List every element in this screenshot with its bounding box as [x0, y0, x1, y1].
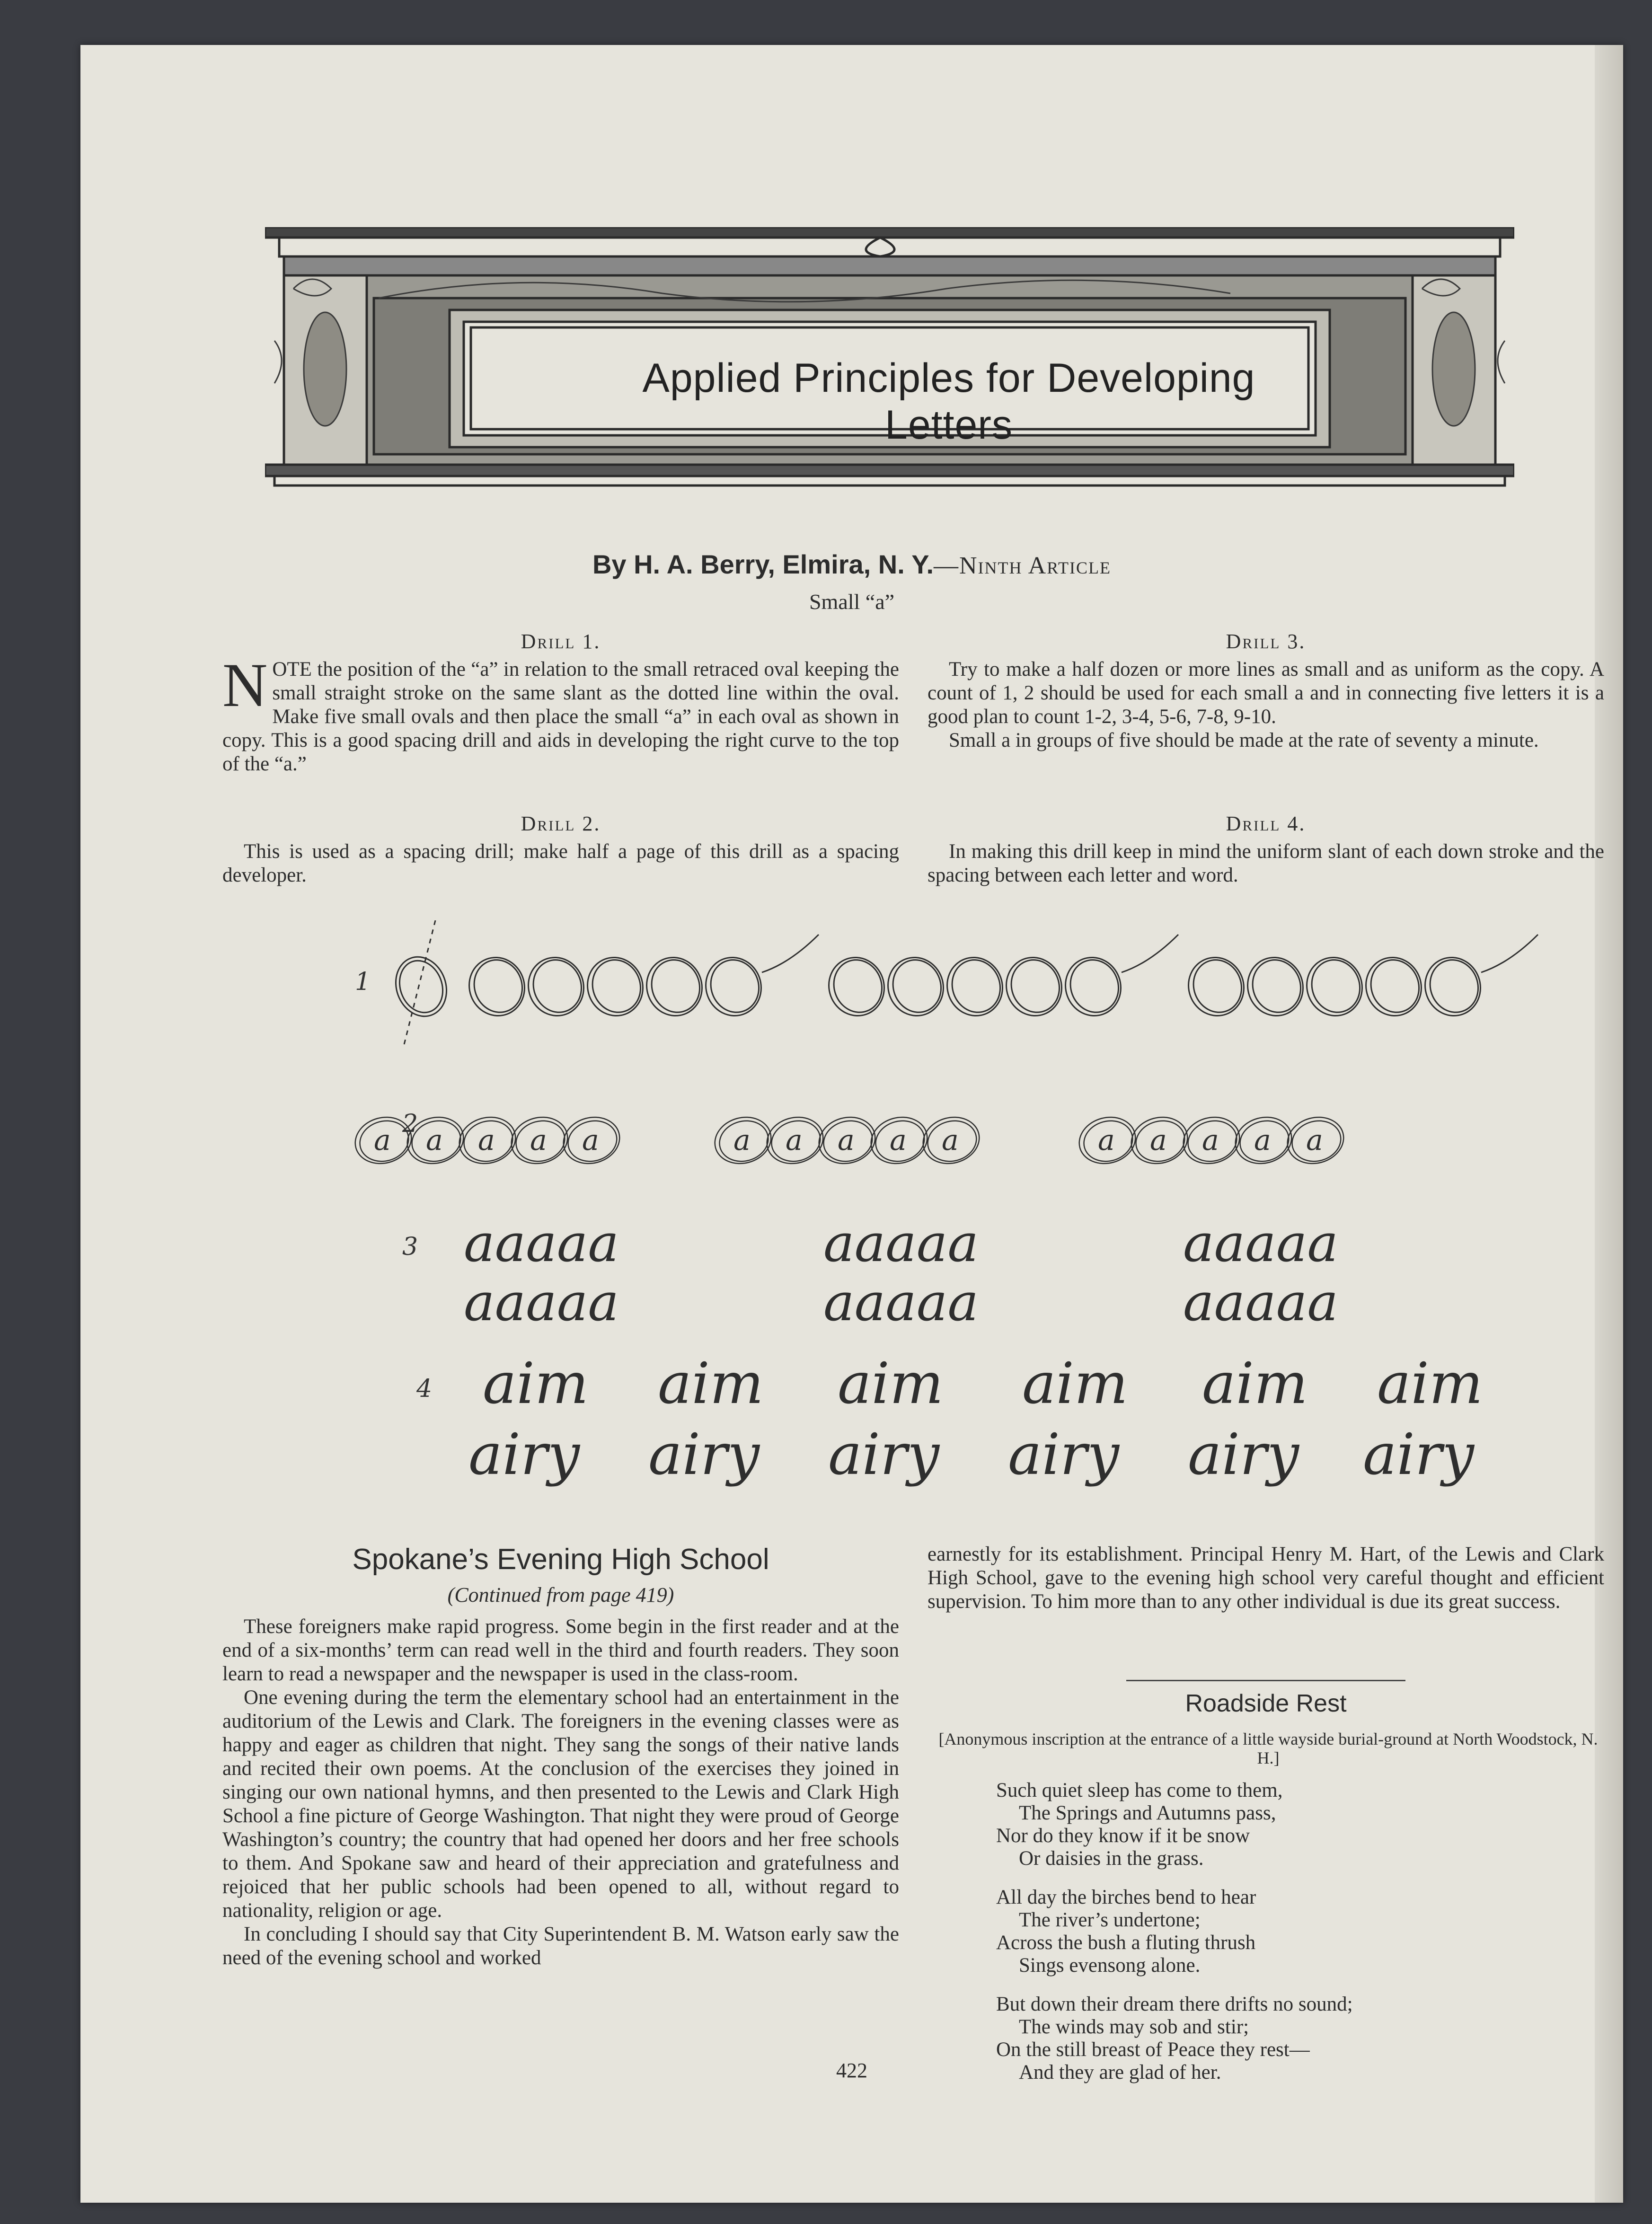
- oval-with-a: [1230, 1111, 1297, 1170]
- byline: [80, 549, 1623, 580]
- small-a: a: [838, 1124, 855, 1157]
- oval-drill-row: [362, 920, 1538, 1059]
- oval-with-a: [918, 1111, 985, 1170]
- retraced-oval: [1057, 950, 1129, 1024]
- drill3-p2: Small a in groups of five should be made at the rate of seventy a minute.: [949, 729, 1539, 751]
- script-word: aaaaa: [823, 1272, 979, 1333]
- page-number: 422: [836, 2059, 867, 2082]
- reference-oval: [362, 920, 477, 1059]
- poem-line: The Springs and Autumns pass,: [1019, 1802, 1276, 1824]
- oval-with-a: [1178, 1111, 1245, 1170]
- spokane-p4: earnestly for its establishment. Principal Henry M. Hart, of the Lewis and Clark High School, gave to the evening high school very careful thought and efficient supervision. To him more than to any other individual is due its great success.: [928, 1543, 1604, 1613]
- poem-line: Such quiet sleep has come to them,: [996, 1779, 1283, 1801]
- article-number: —Ninth Article: [934, 552, 1112, 579]
- stanza-2: [996, 1886, 1588, 1977]
- small-a: a: [374, 1124, 391, 1157]
- section-divider: [1126, 1680, 1405, 1681]
- poem-line: On the still breast of Peace they rest—: [996, 2039, 1310, 2061]
- drill3-p1: Try to make a half dozen or more lines as small and as uniform as the copy. A count of 1, 2 should be used for each small a and in connecting five letters it is a good plan to count 1-2, 3-4, 5-6, 7-8, 9-10.: [928, 658, 1604, 728]
- poem-line: Or daisies in the grass.: [1019, 1847, 1204, 1870]
- continued-note: (Continued from page 419): [447, 1583, 674, 1606]
- drill1-heading: Drill 1.: [521, 630, 601, 653]
- small-a: a: [733, 1124, 751, 1157]
- connecting-stroke: [1481, 935, 1538, 972]
- retraced-oval: [461, 950, 532, 1024]
- small-a: a: [890, 1124, 907, 1157]
- drill2-body: This is used as a spacing drill; make half a page of this drill as a spacing developer.: [222, 840, 899, 886]
- script-word: aim: [838, 1351, 944, 1417]
- spokane-p1: These foreigners make rapid progress. Some begin in the first reader and at the end of a six-months’ term can read well in the third and fourth readers. They soon learn to read a newspaper and the newspaper is used in the class-room.: [222, 1615, 899, 1685]
- small-a: a: [786, 1124, 803, 1157]
- script-word: airy: [1363, 1422, 1475, 1488]
- retraced-oval: [1239, 950, 1311, 1024]
- retraced-oval: [880, 950, 951, 1024]
- script-word: airy: [648, 1422, 760, 1488]
- retraced-oval: [1299, 950, 1370, 1024]
- small-a: a: [1254, 1124, 1271, 1157]
- oval-with-a: [762, 1111, 829, 1170]
- small-a: a: [582, 1124, 599, 1157]
- small-a: a: [1098, 1124, 1115, 1157]
- specimen-drawing: [293, 920, 1571, 1512]
- oval-with-a: [1282, 1111, 1349, 1170]
- roadside-poem: [996, 1779, 1588, 2100]
- small-a: a: [530, 1124, 547, 1157]
- drill1-text: [222, 650, 899, 776]
- small-a: a: [1202, 1124, 1219, 1157]
- poem-line: All day the birches bend to hear: [996, 1886, 1256, 1908]
- script-word: aim: [1377, 1351, 1483, 1417]
- subhead: Small “a”: [809, 590, 895, 614]
- spokane-title: Spokane’s Evening High School: [352, 1543, 769, 1576]
- spokane-right-column: [928, 1543, 1604, 1614]
- retraced-oval: [1417, 950, 1488, 1024]
- script-word: aim: [658, 1351, 764, 1417]
- retraced-oval: [638, 950, 710, 1024]
- drill4-text: [928, 840, 1604, 887]
- drill2-text: [222, 840, 899, 887]
- script-word: aim: [1202, 1351, 1308, 1417]
- banner-title: Applied Principles for Developing Letters: [642, 355, 1255, 448]
- drill4-heading: Drill 4.: [1226, 812, 1306, 835]
- script-word: aaaaa: [823, 1213, 979, 1273]
- poem-line: The winds may sob and stir;: [1019, 2016, 1249, 2038]
- drill1-body: OTE the position of the “a” in relation to the small retraced oval keeping the small straight stroke on the same slant as the dotted line within the oval. Make five small ovals and then place the small “a” in each oval as shown in copy. This is a good spacing drill and aids in developing the right curve to the top of the “a.”: [222, 658, 899, 775]
- row-number-4: 4: [416, 1375, 433, 1403]
- small-a: a: [426, 1124, 443, 1157]
- retraced-oval: [1358, 950, 1429, 1024]
- connecting-stroke: [1122, 935, 1178, 972]
- oval-with-a: [506, 1111, 573, 1170]
- poem-line: Nor do they know if it be snow: [996, 1825, 1250, 1847]
- header-banner: [265, 227, 1514, 497]
- script-word: aaaaa: [464, 1213, 619, 1273]
- row-number-2: 2: [402, 1110, 418, 1138]
- stanza-1: [996, 1779, 1588, 1870]
- script-word: aim: [1022, 1351, 1128, 1417]
- script-word: aaaaa: [1183, 1213, 1338, 1273]
- drill4-body: In making this drill keep in mind the uniform slant of each down stroke and the spacing between each letter and word.: [928, 840, 1604, 886]
- oval-with-a: [814, 1111, 881, 1170]
- spokane-left-column: [222, 1615, 899, 1970]
- script-word: airy: [468, 1422, 580, 1488]
- small-a: a: [942, 1124, 959, 1157]
- spokane-p3: In concluding I should say that City Superintendent B. M. Watson early saw the need of the evening school and worked: [222, 1923, 899, 1969]
- oval-with-a: [454, 1111, 521, 1170]
- penmanship-specimen: [293, 920, 1571, 1512]
- small-a: a: [478, 1124, 495, 1157]
- spokane-p2: One evening during the term the elementary school had an entertainment in the auditorium of the Lewis and Clark. The foreigners in the evening classes were as happy and eager as children that night. They sang the songs of their native lands and recited their own poems. At the conclusion of the exercises they joined in singing our own national hymns, and then presented to the Lewis and Clark High School a fine picture of George Washington. That night they were proud of George Washington’s country; the country that had opened her doors and her free schools to them. And Spokane saw and heard of their appreciation and gratefulness and rejoiced that her public schools had been opened to all, without regard to nationality, religion or age.: [222, 1686, 899, 1922]
- small-a: a: [1150, 1124, 1167, 1157]
- script-word: airy: [1188, 1422, 1299, 1488]
- retraced-oval: [520, 950, 592, 1024]
- oval-with-a: [558, 1111, 625, 1170]
- poem-line: But down their dream there drifts no sound;: [996, 1993, 1353, 2015]
- retraced-oval: [939, 950, 1010, 1024]
- poem-line: And they are glad of her.: [1019, 2061, 1221, 2083]
- roadside-title: Roadside Rest: [1185, 1690, 1347, 1717]
- retraced-oval: [1180, 950, 1252, 1024]
- script-word: aim: [483, 1351, 589, 1417]
- row-number-3: 3: [402, 1233, 418, 1261]
- script-word: aaaaa: [464, 1272, 619, 1333]
- poem-line: The river’s undertone;: [1019, 1909, 1201, 1931]
- poem-line: Across the bush a fluting thrush: [996, 1932, 1256, 1954]
- drill3-text: [928, 658, 1604, 752]
- drill2-heading: Drill 2.: [521, 812, 601, 835]
- roadside-note: [Anonymous inscription at the entrance of a little wayside burial-ground at North Woodstock, N. H.]: [938, 1730, 1598, 1767]
- drill3-heading: Drill 3.: [1226, 630, 1306, 653]
- retraced-oval: [998, 950, 1069, 1024]
- small-a: a: [1306, 1124, 1323, 1157]
- poem-line: Sings evensong alone.: [1019, 1954, 1201, 1977]
- script-word: aaaaa: [1183, 1272, 1338, 1333]
- row-number-1: 1: [355, 968, 371, 996]
- author: By H. A. Berry, Elmira, N. Y.: [592, 549, 934, 579]
- oval-with-a: [1074, 1111, 1141, 1170]
- binding-gutter: [1595, 45, 1623, 2203]
- oval-with-a: [1126, 1111, 1193, 1170]
- connecting-stroke: [762, 935, 819, 972]
- script-word: airy: [1008, 1422, 1120, 1488]
- retraced-oval: [579, 950, 651, 1024]
- magazine-page: [80, 45, 1623, 2203]
- retraced-oval: [821, 950, 892, 1024]
- drop-cap: N: [222, 650, 268, 720]
- script-word: airy: [828, 1422, 940, 1488]
- oval-with-a: [866, 1111, 933, 1170]
- retraced-oval: [698, 950, 769, 1024]
- oval-with-a: [710, 1111, 777, 1170]
